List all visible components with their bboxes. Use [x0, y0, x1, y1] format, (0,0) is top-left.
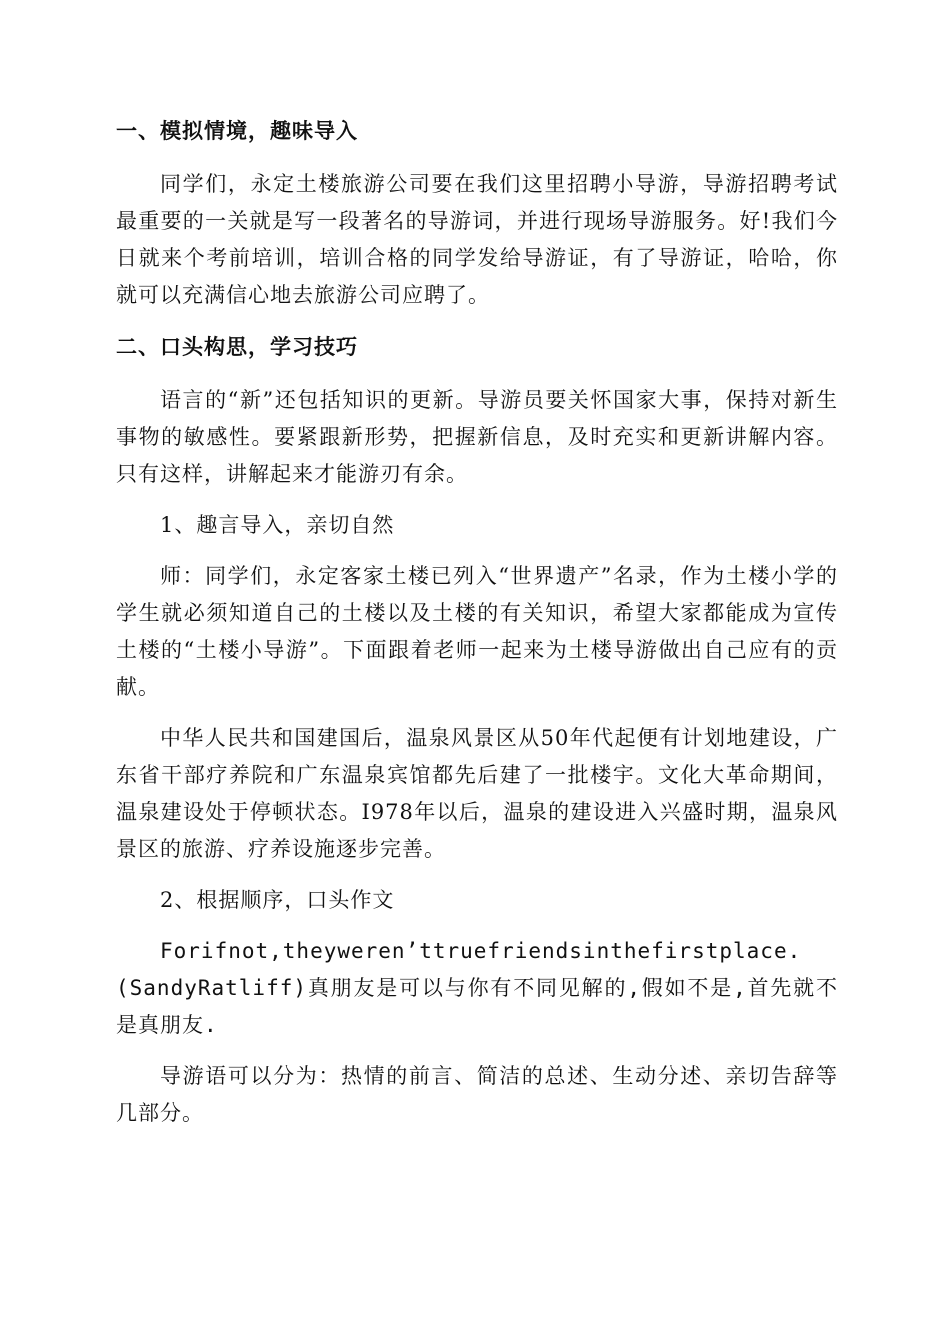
subheading-1: 1、趣言导入，亲切自然 — [160, 513, 395, 537]
section-heading-2: 二、口头构思，学习技巧 — [116, 335, 358, 359]
section-heading-1: 一、模拟情境，趣味导入 — [116, 119, 358, 143]
paragraph-hot-spring: 中华人民共和国建国后，温泉风景区从50年代起便有计划地建设，广东省干部疗养院和广东温泉宾馆都先后建了一批楼宇。文化大革命期间，温泉建设处于停顿状态。I978年以后，温泉的建设进入兴盛时期，温泉风景区的旅游、疗养设施逐步完善。 — [116, 726, 838, 861]
paragraph-language: 语言的“新”还包括知识的更新。导游员要关怀国家大事，保持对新生事物的敏感性。要紧跟新形势，把握新信息，及时充实和更新讲解内容。只有这样，讲解起来才能游刃有余。 — [116, 388, 838, 486]
paragraph-quote: Forifnot,theyweren’ttruefriendsinthefirstplace.(SandyRatliff)真朋友是可以与你有不同见解的,假如不是,首先就不是真朋友. — [116, 939, 838, 1037]
paragraph-teacher: 师：同学们，永定客家土楼已列入“世界遗产”名录，作为土楼小学的学生就必须知道自己的土楼以及土楼的有关知识，希望大家都能成为宣传土楼的“土楼小导游”。下面跟着老师一起来为土楼导游做出自己应有的贡献。 — [116, 564, 838, 699]
document-body — [116, 112, 838, 1146]
subheading-2: 2、根据顺序，口头作文 — [160, 888, 395, 912]
paragraph-guide-language: 导游语可以分为：热情的前言、简洁的总述、生动分述、亲切告辞等几部分。 — [116, 1064, 838, 1125]
paragraph-intro: 同学们，永定土楼旅游公司要在我们这里招聘小导游，导游招聘考试最重要的一关就是写一段著名的导游词，并进行现场导游服务。好!我们今日就来个考前培训，培训合格的同学发给导游证，有了导游证，哈哈，你就可以充满信心地去旅游公司应聘了。 — [116, 172, 838, 307]
